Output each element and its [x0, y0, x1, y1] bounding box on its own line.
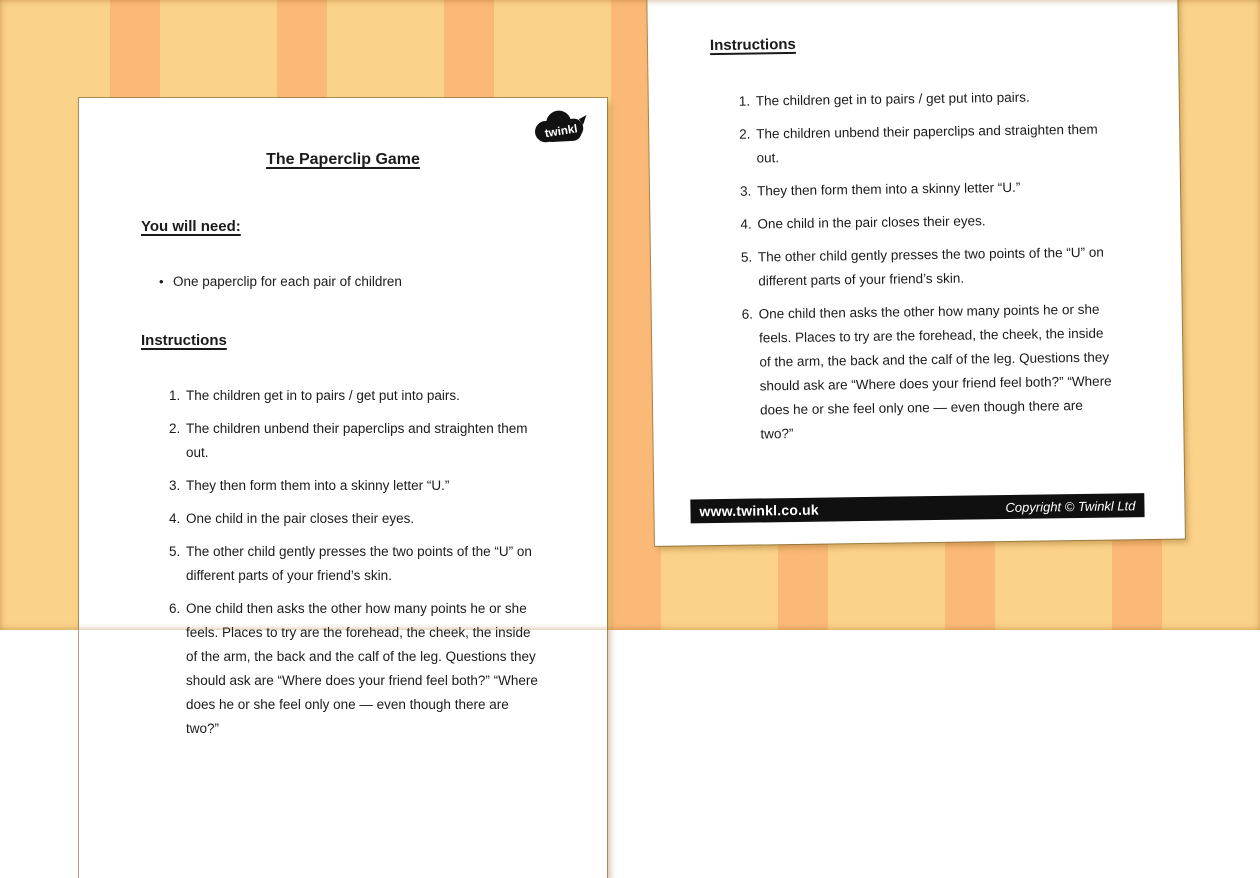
- instruction-step: [740, 174, 1114, 203]
- instruction-step: [740, 207, 1114, 236]
- step-number: 3.: [169, 478, 181, 493]
- step-number: 1.: [169, 388, 181, 403]
- instruction-step: [742, 297, 1118, 446]
- step-text: They then form them into a skinny letter “U.”: [756, 179, 1021, 199]
- instruction-step: [169, 507, 543, 531]
- instruction-step: [169, 384, 543, 408]
- step-text: The children get in to pairs / get put into pairs.: [186, 388, 460, 403]
- step-text: The children unbend their paperclips and straighten them out.: [756, 121, 1098, 166]
- twinkl-logo-cloud-icon: [530, 107, 590, 150]
- instruction-step: [169, 540, 543, 588]
- instruction-step: [739, 118, 1114, 171]
- instructions-heading: Instructions: [141, 332, 227, 349]
- step-text: They then form them into a skinny letter “U.”: [186, 478, 450, 493]
- step-text: One child in the pair closes their eyes.: [186, 511, 415, 526]
- materials-list-item: [159, 272, 402, 292]
- step-number: 6.: [169, 601, 181, 616]
- step-text: The children unbend their paperclips and straighten them out.: [186, 421, 528, 460]
- copyright-text: Copyright © Twinkl Ltd: [1005, 497, 1136, 515]
- twinkl-logo-text: twinkl: [543, 122, 579, 141]
- website-url: www.twinkl.co.uk: [699, 501, 819, 520]
- step-number: 4.: [169, 511, 181, 526]
- instructions-list: [739, 85, 1118, 456]
- step-number: 2.: [739, 126, 751, 142]
- bullet-icon: •: [159, 274, 164, 289]
- document-title: The Paperclip Game: [266, 151, 420, 168]
- instruction-step: [169, 474, 543, 498]
- step-number: 5.: [169, 544, 181, 559]
- materials-item-text: One paperclip for each pair of children: [173, 274, 402, 289]
- instruction-step: [169, 597, 543, 741]
- you-will-need-heading: You will need:: [141, 218, 241, 235]
- step-number: 5.: [740, 249, 753, 265]
- worksheet-page-right: [646, 0, 1185, 546]
- step-number: 4.: [740, 216, 752, 232]
- step-text: One child then asks the other how many points he or she feels. Places to try are the forehead, the cheek, the inside of the arm, the back and the calf of the leg. Questions they should ask are “Where does your friend feel both?” “Where does he or she feel only one — even though there are two?”: [186, 601, 538, 736]
- instruction-step: [169, 417, 543, 465]
- step-text: One child then asks the other how many points he or she feels. Places to try are the forehead, the cheek, the inside of the arm, the back and the calf of the leg. Questions they should ask are “Where does your friend feel both?” “Where does he or she feel only one — even though there are two?”: [758, 301, 1112, 442]
- instruction-step: [739, 85, 1113, 114]
- step-text: The other child gently presses the two points of the “U” on different parts of your friend’s skin.: [757, 244, 1104, 289]
- instructions-heading: Instructions: [709, 35, 796, 55]
- step-number: 6.: [741, 306, 754, 322]
- step-number: 2.: [169, 421, 181, 436]
- twinkl-logo: [530, 107, 590, 150]
- instruction-step: [741, 240, 1116, 293]
- step-number: 3.: [739, 183, 752, 199]
- step-number: 1.: [738, 93, 751, 109]
- step-text: The children get in to pairs / get put into pairs.: [755, 89, 1030, 109]
- step-text: One child in the pair closes their eyes.: [757, 213, 986, 232]
- step-text: The other child gently presses the two points of the “U” on different parts of your friend’s skin.: [186, 544, 532, 583]
- worksheet-page-left: [79, 98, 607, 878]
- instructions-list: [169, 384, 543, 750]
- footer-bar: [690, 493, 1144, 523]
